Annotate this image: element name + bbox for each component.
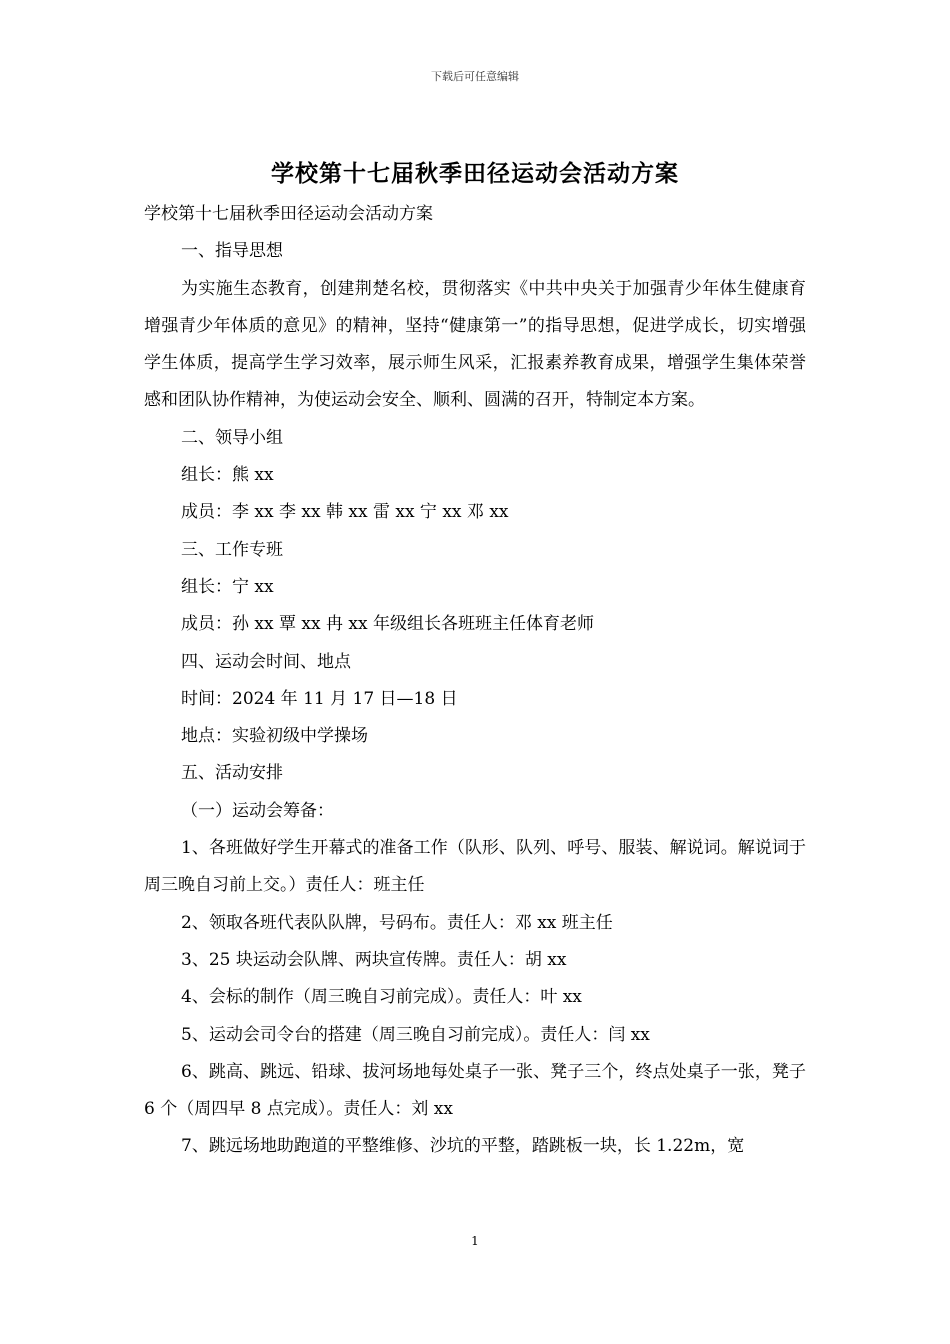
list-item: 4、会标的制作（周三晚自习前完成）。责任人：叶 xx bbox=[181, 987, 582, 1008]
place-line: 地点：实验初级中学操场 bbox=[181, 726, 368, 747]
list-item: 5、运动会司令台的搭建（周三晚自习前完成）。责任人：闫 xx bbox=[181, 1024, 650, 1045]
page-number: 1 bbox=[471, 1234, 479, 1248]
list-item: 7、跳远场地助跑道的平整维修、沙坑的平整，踏跳板一块，长 1.22m，宽 bbox=[181, 1136, 745, 1157]
leader-line: 组长：熊 xx bbox=[181, 465, 274, 486]
time-line: 时间：2024 年 11 月 17 日—18 日 bbox=[181, 688, 458, 709]
section-heading-5: 五、活动安排 bbox=[181, 763, 283, 784]
document-title: 学校第十七届秋季田径运动会活动方案 bbox=[271, 160, 679, 187]
list-item: 3、25 块运动会队牌、两块宣传牌。责任人：胡 xx bbox=[181, 949, 567, 970]
members-line: 成员：李 xx 李 xx 韩 xx 雷 xx 宁 xx 邓 xx bbox=[181, 502, 509, 523]
document-body bbox=[144, 196, 806, 1166]
section-heading-4: 四、运动会时间、地点 bbox=[181, 651, 351, 672]
section-heading-2: 二、领导小组 bbox=[181, 427, 283, 448]
team-leader-line: 组长：宁 xx bbox=[181, 576, 274, 597]
guiding-paragraph: 为实施生态教育，创建荆楚名校，贯彻落实《中共中央关于加强青少年体生健康育增强青少年体质的意见》的精神，坚持“健康第一”的指导思想，促进学成长，切实增强学生体质，提高学生学习效率，展示师生风采，汇报素养教育成果，增强学生集体荣誉感和团队协作精神，为使运动会安全、顺利、圆满的召开，特制定本方案。 bbox=[144, 278, 806, 411]
list-item: 6、跳高、跳远、铅球、拔河场地每处桌子一张、凳子三个，终点处桌子一张，凳子 6 个（周四早 8 点完成）。责任人：刘 xx bbox=[144, 1061, 806, 1120]
header-note: 下载后可任意编辑 bbox=[431, 70, 519, 83]
list-item: 2、领取各班代表队队牌，号码布。责任人：邓 xx 班主任 bbox=[181, 912, 613, 933]
list-item: 1、各班做好学生开幕式的准备工作（队形、队列、呼号、服装、解说词。解说词于周三晚自习前上交。）责任人：班主任 bbox=[144, 838, 806, 896]
section-heading-3: 三、工作专班 bbox=[181, 539, 283, 560]
subsection-heading: （一）运动会筹备： bbox=[181, 800, 334, 821]
section-heading-1: 一、指导思想 bbox=[181, 241, 283, 262]
team-members-line: 成员：孙 xx 覃 xx 冉 xx 年级组长各班班主任体育老师 bbox=[181, 614, 594, 635]
subtitle: 学校第十七届秋季田径运动会活动方案 bbox=[144, 204, 433, 224]
